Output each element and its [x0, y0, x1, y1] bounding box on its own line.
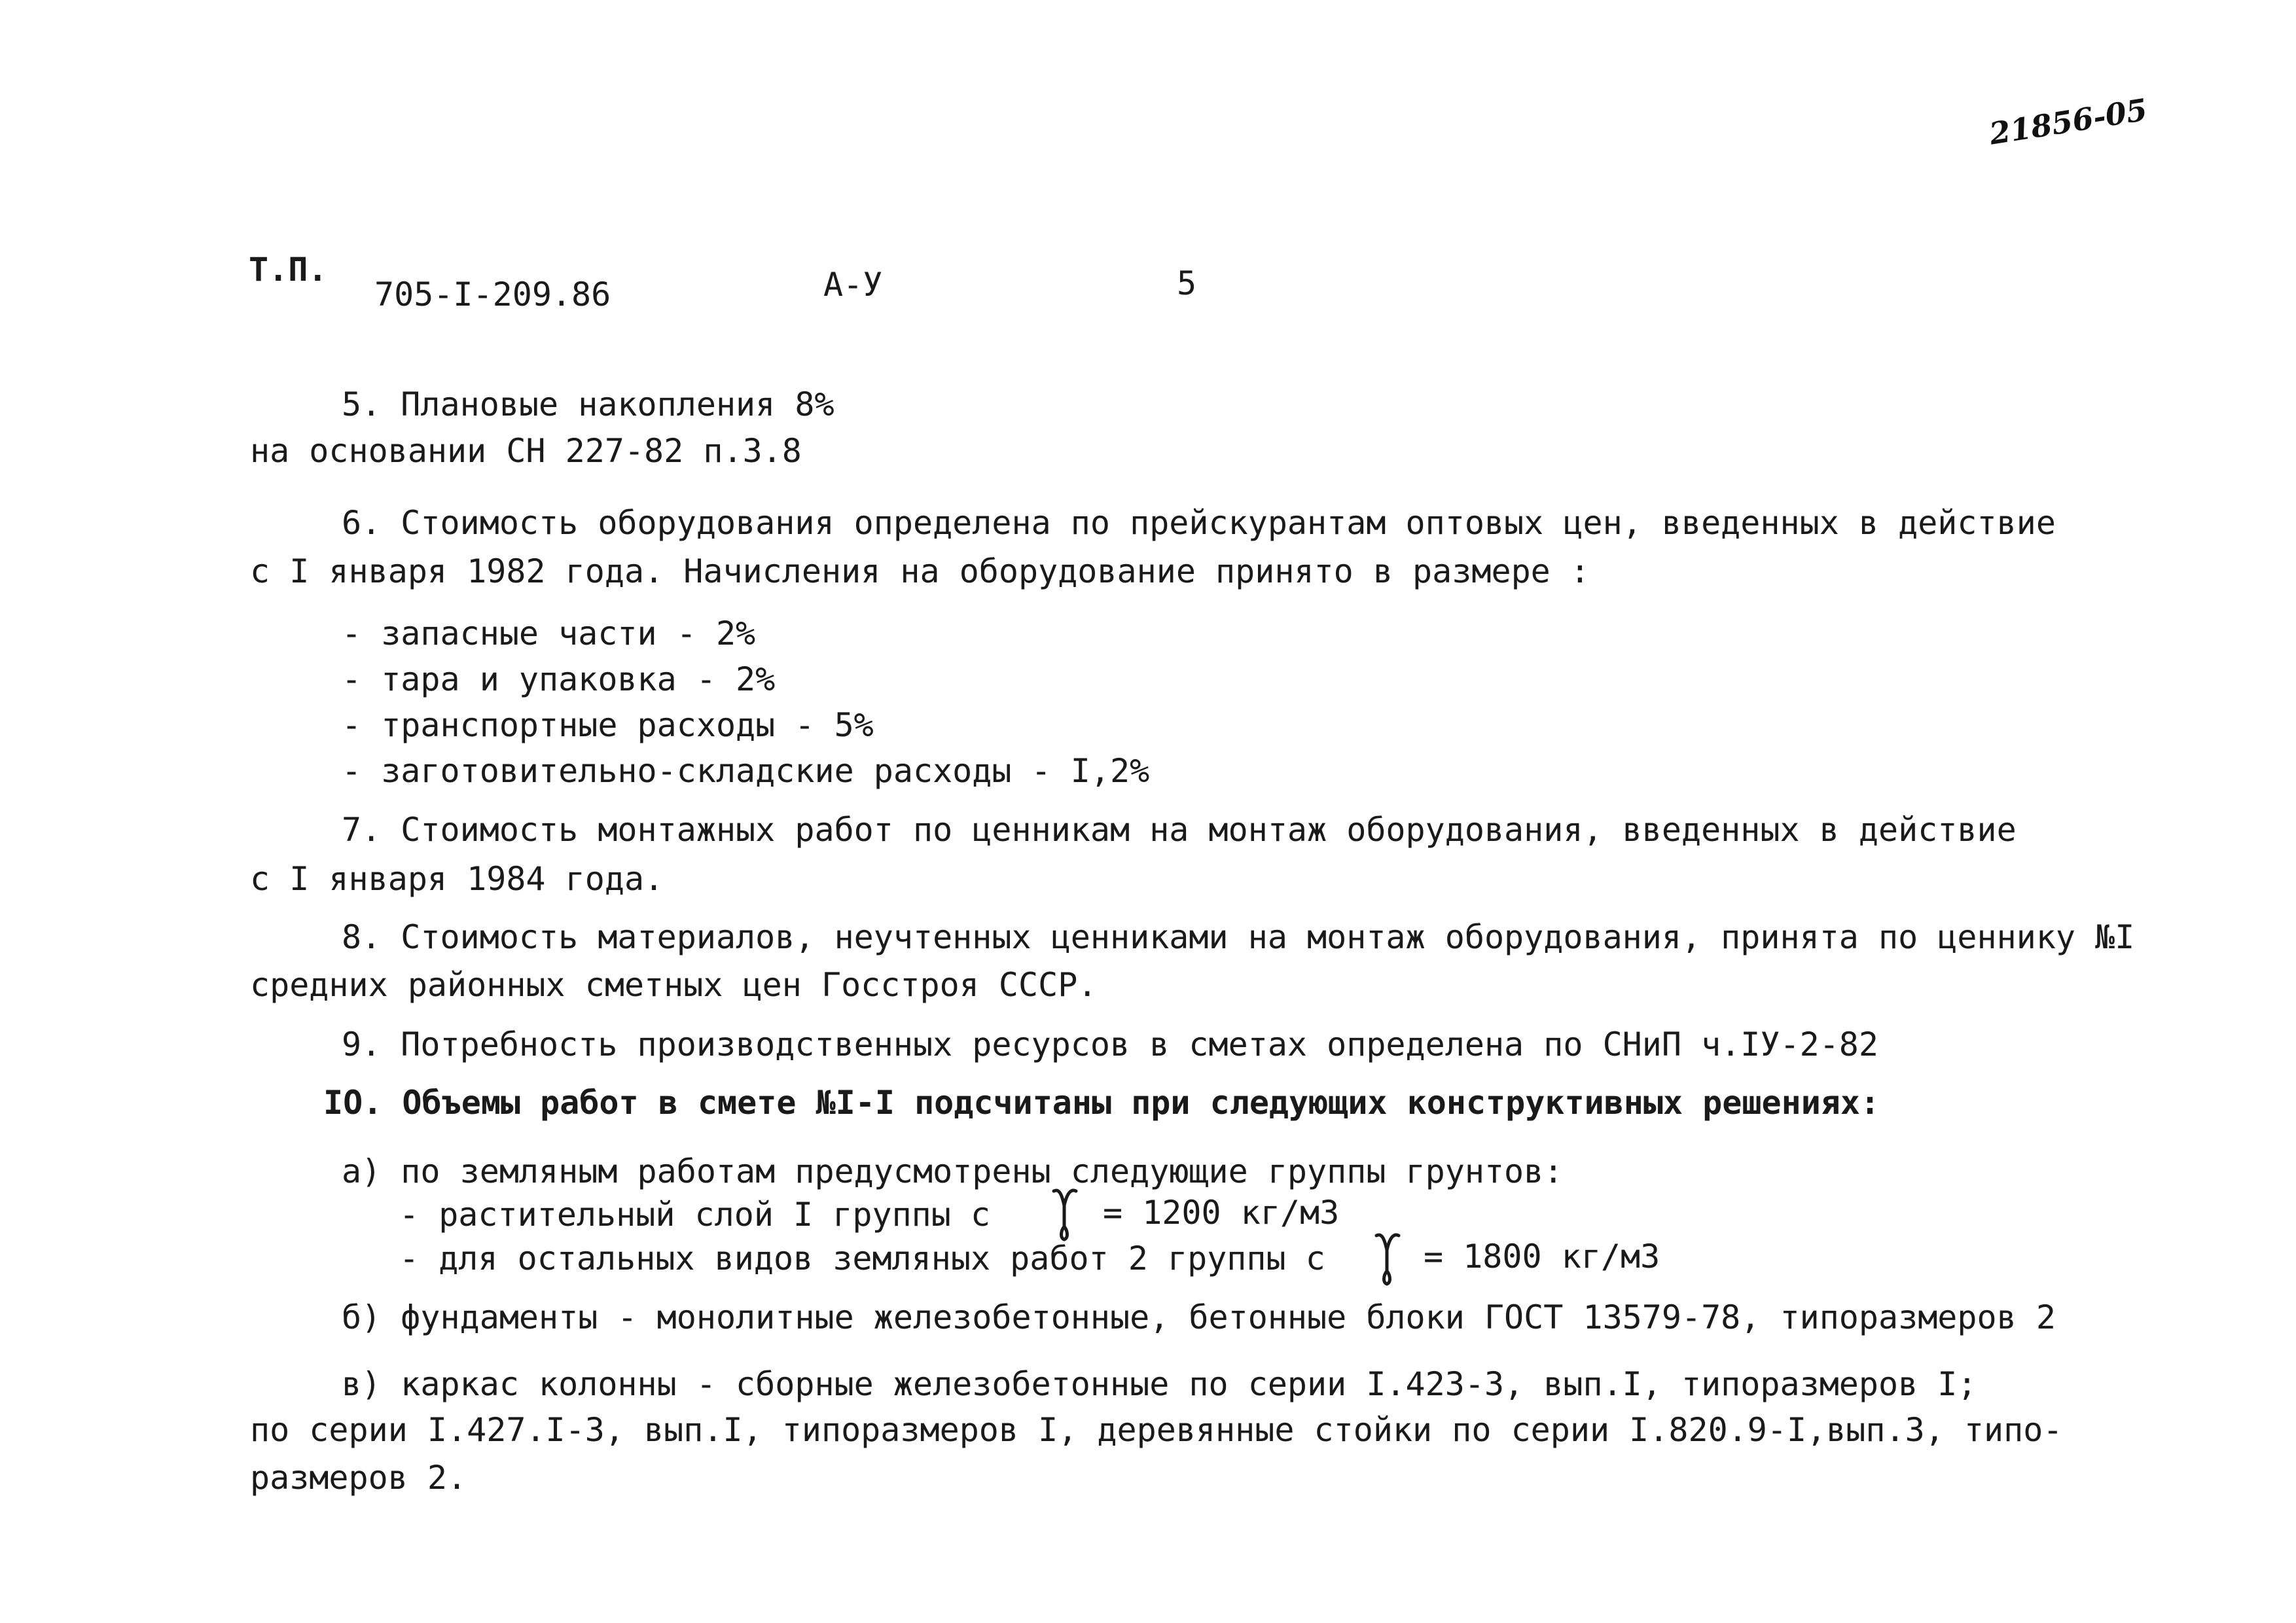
para-8-line-2: средних районных сметных цен Госстроя СССР.: [250, 966, 1098, 1004]
para-9-line-1: 9. Потребность производственных ресурсов в сметах определена по СНиП ч.IУ-2-82: [342, 1026, 1878, 1063]
handwritten-doc-id: 21856-05: [1986, 92, 2150, 152]
header-section: А-У: [823, 266, 883, 304]
gamma-symbol-1: [1050, 1186, 1079, 1242]
para-10-v-line-3: размеров 2.: [250, 1459, 467, 1497]
header-project-code: 705-I-209.86: [374, 276, 611, 313]
list-item: - транспортные расходы - 5%: [342, 706, 874, 744]
list-item: - тара и упаковка - 2%: [342, 660, 776, 698]
para-6-line-2: с I января 1982 года. Начисления на оборудование принято в размере :: [250, 552, 1590, 590]
para-10-a-item-1: - растительный слой I группы с: [399, 1196, 991, 1234]
para-10-b: б) фундаменты - монолитные железобетонные, бетонные блоки ГОСТ 13579-78, типоразмеров 2: [342, 1298, 2056, 1336]
para-10-v-line-2: по серии I.427.I-3, вып.I, типоразмеров I, деревянные стойки по серии I.820.9-I,вып.3, типо-: [250, 1411, 2063, 1449]
para-6-line-1: 6. Стоимость оборудования определена по прейскурантам оптовых цен, введенных в действие: [342, 504, 2056, 542]
page-number: 5: [1177, 264, 1197, 302]
para-8-line-1: 8. Стоимость материалов, неучтенных ценниками на монтаж оборудования, принята по ценнику №I: [342, 918, 2135, 956]
para-10-line-1: IO. Объемы работ в смете №I-I подсчитаны при следующих конструктивных решениях:: [323, 1084, 1880, 1122]
para-10-a-value-1: = 1200 кг/м3: [1103, 1194, 1340, 1232]
para-5-line-2: на основании СН 227-82 п.3.8: [250, 432, 802, 470]
para-10-a-value-2: = 1800 кг/м3: [1424, 1238, 1660, 1275]
para-10-a-item-2: - для остальных видов земляных работ 2 группы с: [399, 1240, 1325, 1277]
list-item: - заготовительно-складские расходы - I,2%: [342, 752, 1150, 790]
list-item: - запасные части - 2%: [342, 615, 756, 652]
gamma-symbol-2: [1372, 1230, 1401, 1287]
para-10-a-title: а) по земляным работам предусмотрены следующие группы грунтов:: [342, 1152, 1564, 1190]
para-7-line-1: 7. Стоимость монтажных работ по ценникам на монтаж оборудования, введенных в действие: [342, 811, 2017, 849]
header-prefix: Т.П.: [249, 251, 328, 289]
para-10-v-line-1: в) каркас колонны - сборные железобетонные по серии I.423-3, вып.I, типоразмеров I;: [342, 1365, 1977, 1403]
para-7-line-2: с I января 1984 года.: [250, 860, 664, 898]
para-5-line-1: 5. Плановые накопления 8%: [342, 385, 834, 423]
